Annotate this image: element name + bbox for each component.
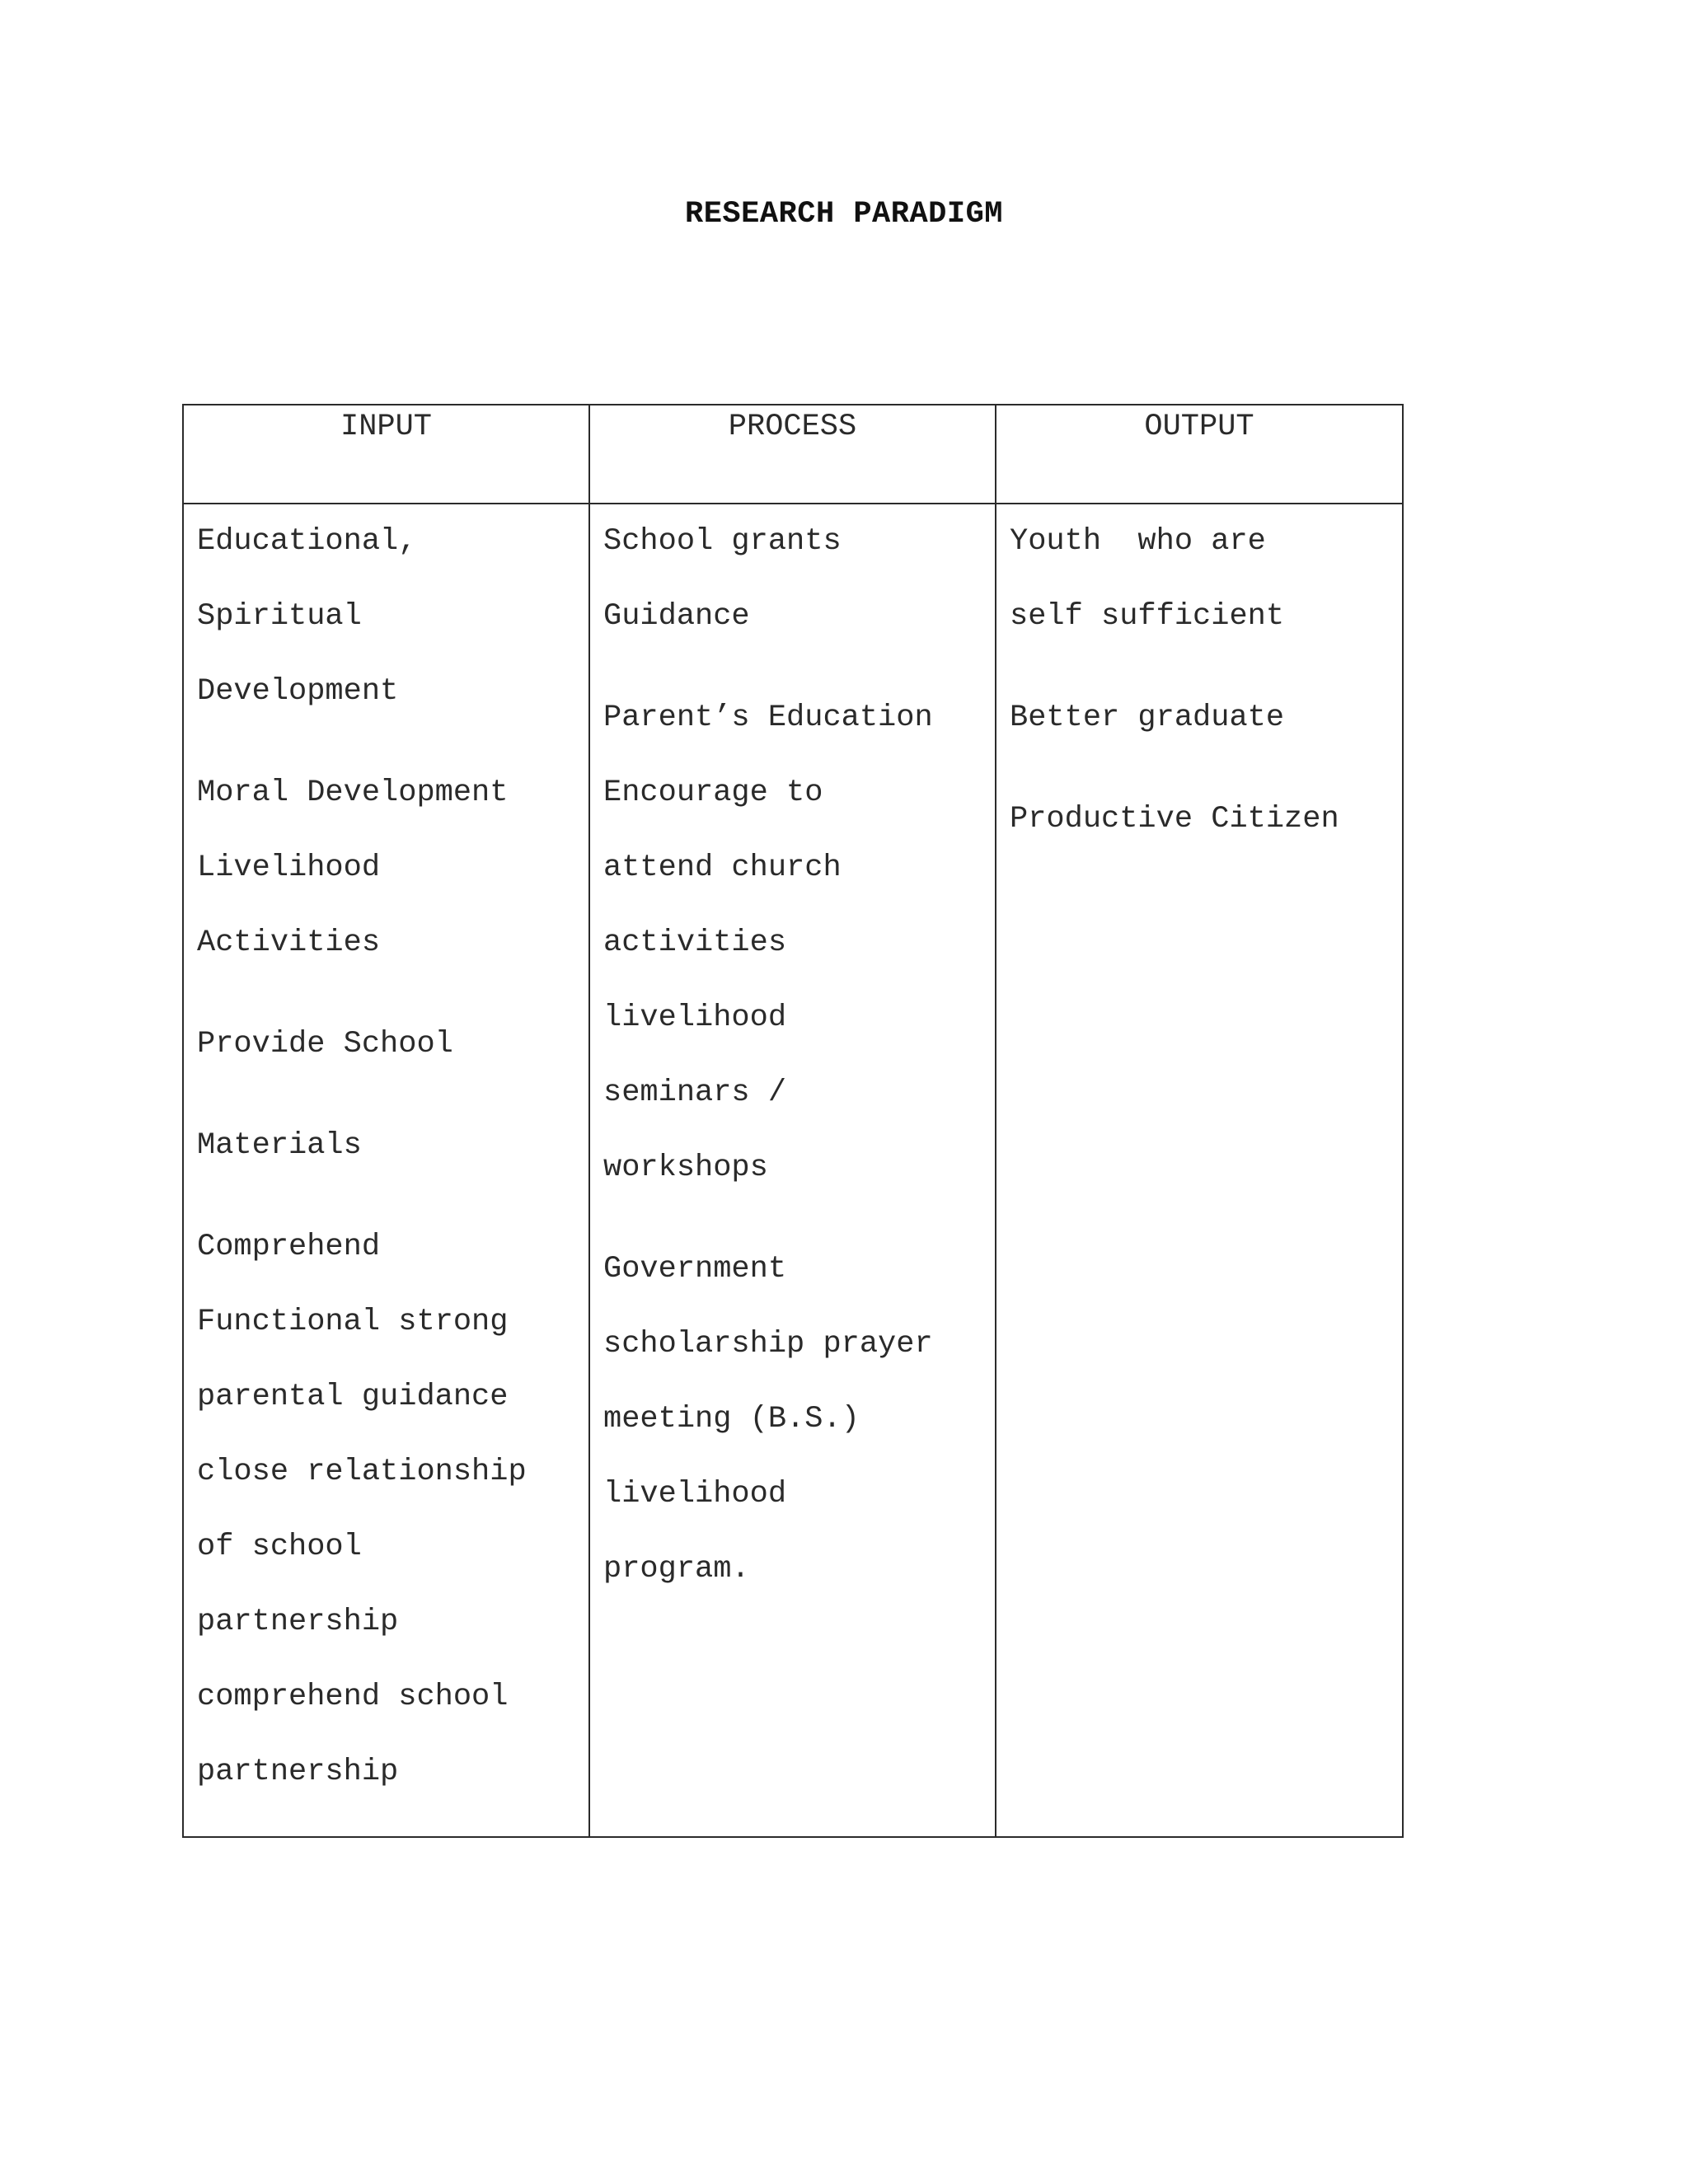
input-line-item: Development xyxy=(197,674,399,709)
column-header-output: OUTPUT xyxy=(996,405,1403,504)
process-line-item: meeting (B.S.) xyxy=(603,1402,860,1436)
input-line-item: parental guidance xyxy=(197,1380,509,1414)
process-line-item: livelihood xyxy=(603,1001,787,1035)
table-header-row xyxy=(183,405,1403,504)
input-line-item: Livelihood xyxy=(197,851,381,885)
process-line-item: program. xyxy=(603,1552,750,1586)
process-line-item: scholarship prayer xyxy=(603,1327,933,1361)
input-cell xyxy=(183,504,589,1837)
output-line-item: Better graduate xyxy=(1010,701,1285,735)
page-title: RESEARCH PARADIGM xyxy=(685,197,1003,232)
process-line-item: Government xyxy=(603,1252,787,1286)
output-cell xyxy=(996,504,1403,1837)
table-row xyxy=(183,504,1403,1837)
column-header-input: INPUT xyxy=(183,405,589,504)
input-line-item: Comprehend xyxy=(197,1230,381,1264)
output-line-item: Productive Citizen xyxy=(1010,802,1339,837)
process-line-item: Encourage to xyxy=(603,776,823,810)
process-line-item: seminars / xyxy=(603,1076,787,1110)
input-line-item: Educational, xyxy=(197,524,417,559)
process-line-item: School grants xyxy=(603,524,842,559)
input-line-item: comprehend school xyxy=(197,1680,509,1714)
input-line-item: close relationship xyxy=(197,1455,527,1489)
input-line-item: Provide School xyxy=(197,1027,453,1062)
input-line-item: of school xyxy=(197,1530,362,1564)
process-line-item: attend church xyxy=(603,851,842,885)
process-line-item: Guidance xyxy=(603,599,750,634)
input-line-item: Moral Development xyxy=(197,776,509,810)
column-header-process: PROCESS xyxy=(589,405,996,504)
process-list xyxy=(603,504,982,1607)
input-line-item: Spiritual xyxy=(197,599,362,634)
input-line-item: Activities xyxy=(197,926,381,960)
input-line-item: Functional strong xyxy=(197,1305,509,1339)
input-list xyxy=(197,504,575,1810)
input-line-item: partnership xyxy=(197,1755,399,1789)
input-line-item: Materials xyxy=(197,1128,362,1163)
output-list xyxy=(1010,504,1389,857)
process-line-item: Parent’s Education xyxy=(603,701,933,735)
process-line-item: livelihood xyxy=(603,1477,787,1511)
research-paradigm-table xyxy=(182,404,1404,1838)
output-line-item: Youth who are xyxy=(1010,524,1266,559)
process-line-item: workshops xyxy=(603,1151,768,1185)
output-line-item: self sufficient xyxy=(1010,599,1285,634)
input-line-item: partnership xyxy=(197,1605,399,1639)
process-cell xyxy=(589,504,996,1837)
process-line-item: activities xyxy=(603,926,787,960)
